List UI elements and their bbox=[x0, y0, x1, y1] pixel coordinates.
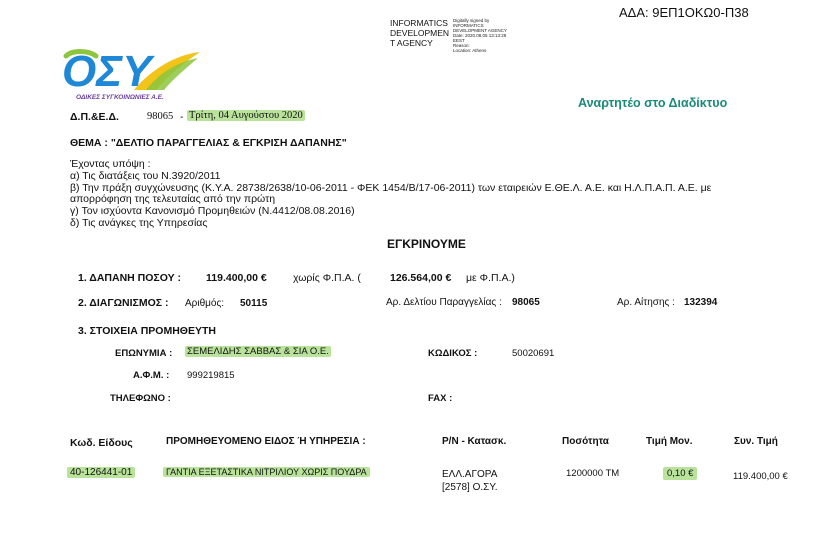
considering-line: γ) Τον ισχύοντα Κανονισμό Προμηθειών (Ν.4412/08.08.2016) bbox=[70, 205, 355, 218]
logo-text: ΟΣΥ bbox=[62, 47, 152, 94]
amount-vat: 126.564,00 € bbox=[390, 272, 452, 284]
afm-value: 999219815 bbox=[187, 370, 235, 381]
company-logo bbox=[62, 46, 202, 108]
dped-date: Τρίτη, 04 Αυγούστου 2020 bbox=[189, 110, 303, 121]
amount-no-vat: 119.400,00 € bbox=[206, 272, 267, 284]
competition-number-label: Αριθμός: bbox=[185, 298, 225, 309]
signature-detail-line: INFORMATICS bbox=[453, 23, 484, 28]
item-pn-line: [2578] Ο.ΣΥ. bbox=[442, 482, 498, 493]
considering-line: δ) Τις ανάγκες της Υπηρεσίας bbox=[70, 216, 208, 229]
vat-text: με Φ.Π.Α.) bbox=[466, 272, 515, 284]
considering-line: β) Την πράξη συγχώνευσης (Κ.Υ.Α. 28738/2638/10-06-2011 - ΦΕΚ 1454/Β/17-06-2011) των εταιρειών Ε.ΘΕ.Λ. Α.Ε. και Η.Λ.Π.Α.Π. Α.Ε. με bbox=[70, 181, 712, 194]
no-vat-text: χωρίς Φ.Π.Α. ( bbox=[293, 272, 361, 284]
considering-list bbox=[70, 159, 711, 230]
col-header-item: ΠΡΟΜΗΘΕΥΟΜΕΝΟ ΕΙΔΟΣ Ή ΥΠΗΡΕΣΙΑ : bbox=[166, 436, 366, 447]
published-label: Αναρτητέο στο Διαδίκτυο bbox=[578, 96, 728, 110]
ada-code: ΑΔΑ: 9ΕΠ1ΟΚΩ0-Π38 bbox=[619, 5, 749, 20]
dped-number: 98065 bbox=[147, 111, 174, 122]
dash-separator: - bbox=[180, 111, 184, 123]
dped-label: Δ.Π.&Ε.Δ. bbox=[70, 111, 119, 123]
request-number-label: Αρ. Αίτησης : bbox=[617, 297, 675, 308]
item-description: ΓΑΝΤΙΑ ΕΞΕΤΑΣΤΙΚΑ ΝΙΤΡΙΛΙΟΥ ΧΩΡΙΣ ΠΟΥΔΡΑ bbox=[163, 467, 370, 477]
logo-mark-icon bbox=[62, 46, 202, 94]
col-header-qty: Ποσότητα bbox=[562, 436, 609, 447]
col-header-total: Συν. Τιμή bbox=[734, 436, 778, 447]
col-header-code: Κωδ. Είδους bbox=[70, 437, 133, 449]
item-pn-line: ΕΛΛ.ΑΓΟΡΑ bbox=[442, 469, 498, 480]
signature-detail-line: Digitally signed by bbox=[453, 18, 490, 23]
signature-detail-line: EEST bbox=[453, 38, 465, 43]
order-number-label: Αρ. Δελτίου Παραγγελίας : bbox=[386, 297, 502, 308]
document-theme: ΘΕΜΑ : "ΔΕΛΤΙΟ ΠΑΡΑΓΓΕΛΙΑΣ & ΕΓΚΡΙΣΗ ΔΑΠΑΝΗΣ" bbox=[70, 137, 347, 149]
item-unit-price: 0,10 € bbox=[663, 467, 697, 480]
signature-detail-line: DEVELOPMENT AGENCY bbox=[453, 28, 507, 33]
signature-org-line: DEVELOPMEN bbox=[390, 28, 450, 38]
item-code: 40-126441-01 bbox=[67, 467, 135, 478]
supplier-code-label: ΚΩΔΙΚΟΣ : bbox=[428, 348, 478, 359]
afm-label: Α.Φ.Μ. : bbox=[133, 370, 170, 381]
supplier-code: 50020691 bbox=[512, 348, 555, 359]
col-header-pn: P/N - Κατασκ. bbox=[442, 436, 507, 447]
phone-label: ΤΗΛΕΦΩΝΟ : bbox=[110, 393, 171, 404]
signature-org bbox=[390, 18, 449, 48]
considering-line: απορρόφηση της τελευταίας από την πρώτη bbox=[70, 193, 276, 206]
request-number: 132394 bbox=[684, 297, 718, 308]
logo-subtitle: ΟΔΙΚΕΣ ΣΥΓΚΟΙΝΩΝΙΕΣ Α.Ε. bbox=[76, 94, 164, 101]
item-quantity: 1200000 ΤΜ bbox=[566, 468, 620, 479]
item-pn bbox=[442, 468, 498, 494]
supplier-name-label: ΕΠΩΝΥΜΙΑ : bbox=[115, 348, 173, 359]
section3-label: 3. ΣΤΟΙΧΕΙΑ ΠΡΟΜΗΘΕΥΤΗ bbox=[78, 325, 216, 337]
considering-line: Έχοντας υπόψη : bbox=[70, 158, 151, 170]
approve-heading: ΕΓΚΡΙΝΟΥΜΕ bbox=[387, 237, 466, 251]
section2-label: 2. ΔΙΑΓΩΝΙΣΜΟΣ : bbox=[78, 297, 169, 309]
order-number: 98065 bbox=[512, 297, 540, 308]
signature-detail-line: Reason: bbox=[453, 43, 470, 48]
signature-detail-line: Location: Athens bbox=[453, 48, 487, 53]
signature-details bbox=[453, 18, 507, 53]
col-header-unit-price: Τιμή Μον. bbox=[646, 436, 693, 447]
signature-detail-line: Date: 2020.08.05 13:13:29 bbox=[453, 33, 507, 38]
signature-org-line: INFORMATICS bbox=[390, 18, 448, 28]
considering-line: α) Τις διατάξεις του Ν.3920/2011 bbox=[70, 169, 221, 182]
competition-number: 50115 bbox=[240, 298, 268, 309]
item-total: 119.400,00 € bbox=[733, 471, 788, 482]
signature-org-line: T AGENCY bbox=[390, 38, 433, 48]
section1-label: 1. ΔΑΠΑΝΗ ΠΟΣΟΥ : bbox=[78, 272, 182, 284]
fax-label: FAX : bbox=[428, 393, 453, 404]
supplier-name: ΣΕΜΕΛΙΔΗΣ ΣΑΒΒΑΣ & ΣΙΑ Ο.Ε. bbox=[187, 346, 329, 357]
